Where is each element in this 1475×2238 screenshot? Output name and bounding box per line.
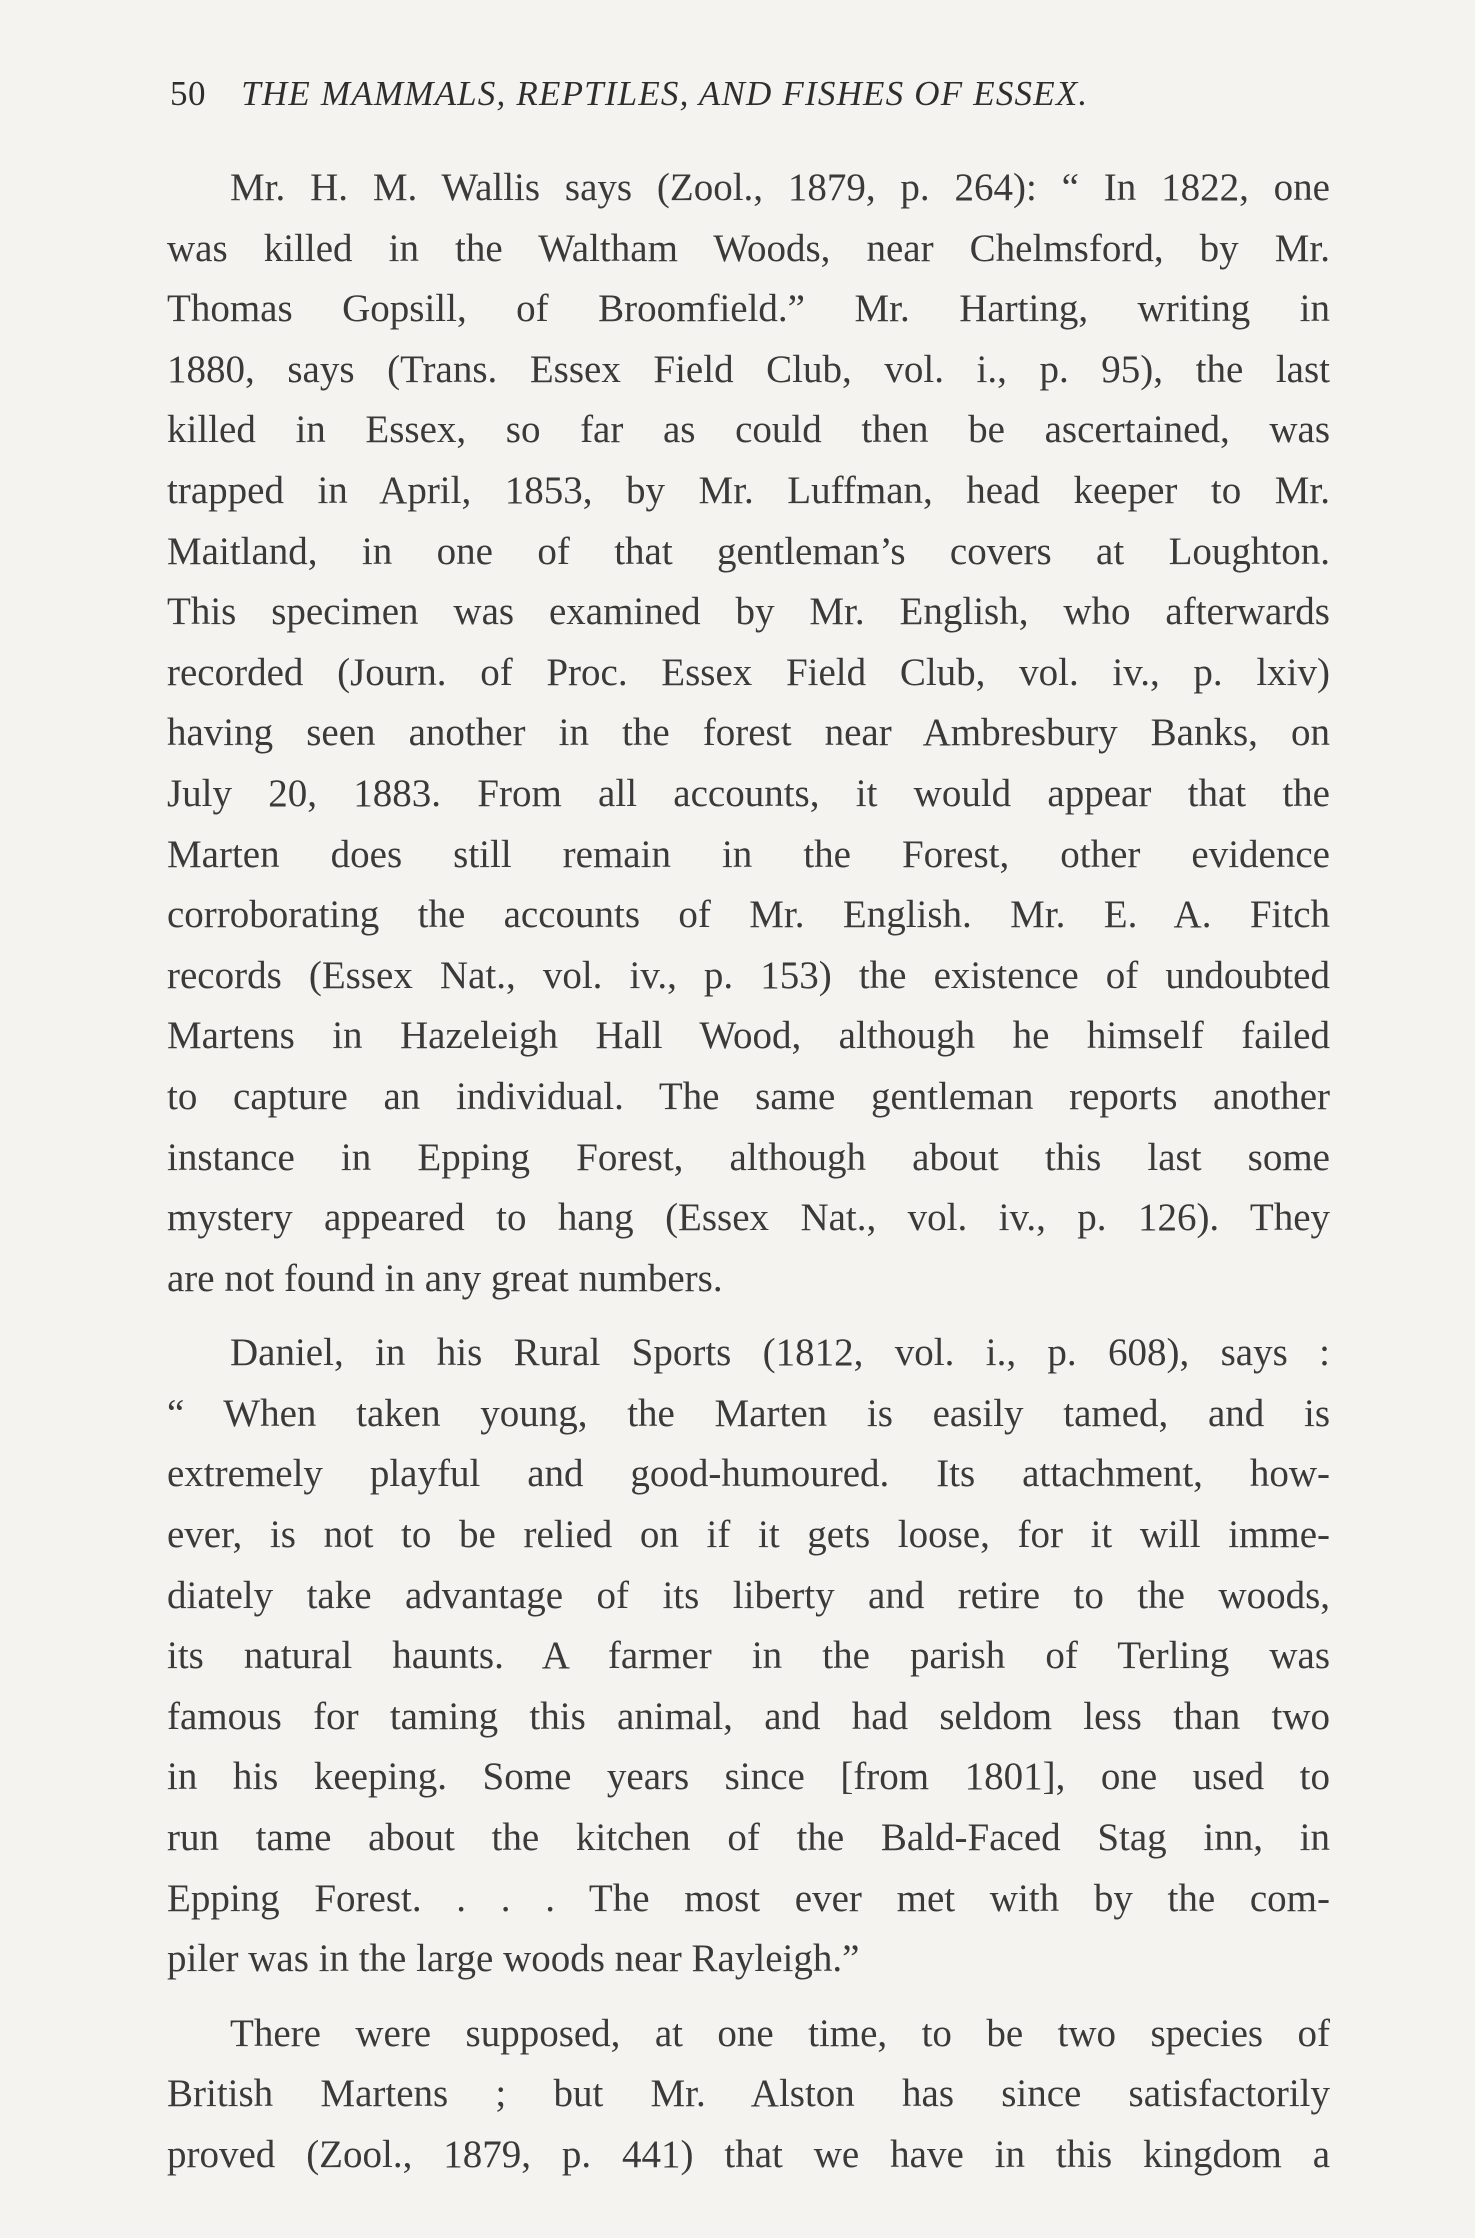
text-line: Thomas Gopsill, of Broomfield.” Mr. Harting, writing in xyxy=(167,287,1330,331)
text-line: to capture an individual. The same gentleman reports another xyxy=(167,1074,1330,1118)
text-line: piler was in the large woods near Rayleigh.” xyxy=(167,1937,860,1981)
text-line: Epping Forest. . . . The most ever met with by the com- xyxy=(167,1876,1330,1920)
text-line: July 20, 1883. From all accounts, it would appear that the xyxy=(167,771,1330,815)
text-line: “ When taken young, the Marten is easily tamed, and is xyxy=(167,1391,1330,1435)
paragraph-marten-records xyxy=(167,158,1330,1309)
text-line: corroborating the accounts of Mr. English. Mr. E. A. Fitch xyxy=(167,893,1330,937)
text-line: 1880, says (Trans. Essex Field Club, vol. i., p. 95), the last xyxy=(167,347,1330,391)
text-line: diately take advantage of its liberty and retire to the woods, xyxy=(167,1573,1330,1617)
paragraph-two-species xyxy=(167,2004,1330,2186)
text-line: There were supposed, at one time, to be two species of xyxy=(230,2011,1330,2055)
text-line: extremely playful and good-humoured. Its attachment, how- xyxy=(167,1452,1330,1496)
text-line: having seen another in the forest near Ambresbury Banks, on xyxy=(167,711,1330,755)
text-line: its natural haunts. A farmer in the parish of Terling was xyxy=(167,1634,1330,1678)
text-line: killed in Essex, so far as could then be ascertained, was xyxy=(167,408,1330,452)
text-line: Martens in Hazeleigh Hall Wood, although he himself failed xyxy=(167,1014,1330,1058)
page-number: 50 xyxy=(170,74,206,113)
text-line: Mr. H. M. Wallis says (Zool., 1879, p. 264): “ In 1822, one xyxy=(230,166,1330,209)
text-line: are not found in any great numbers. xyxy=(167,1256,723,1300)
text-line: ever, is not to be relied on if it gets loose, for it will imme- xyxy=(167,1513,1330,1557)
text-line: in his keeping. Some years since [from 1801], one used to xyxy=(167,1755,1330,1799)
body-text xyxy=(167,158,1330,2186)
running-head xyxy=(170,74,1330,124)
text-line: was killed in the Waltham Woods, near Chelmsford, by Mr. xyxy=(167,226,1330,270)
text-line: proved (Zool., 1879, p. 441) that we have in this kingdom a xyxy=(167,2133,1330,2176)
text-line: British Martens ; but Mr. Alston has since satisfactorily xyxy=(167,2072,1330,2116)
running-title: THE MAMMALS, REPTILES, AND FISHES OF ESSEX. xyxy=(241,74,1089,113)
text-line: Daniel, in his Rural Sports (1812, vol. i., p. 608), says : xyxy=(230,1331,1330,1375)
text-line: This specimen was examined by Mr. English, who afterwards xyxy=(167,590,1330,634)
text-line: records (Essex Nat., vol. iv., p. 153) the existence of undoubted xyxy=(167,953,1330,997)
text-line: mystery appeared to hang (Essex Nat., vol. iv., p. 126). They xyxy=(167,1196,1330,1240)
text-line: instance in Epping Forest, although about this last some xyxy=(167,1135,1330,1179)
text-line: trapped in April, 1853, by Mr. Luffman, head keeper to Mr. xyxy=(167,468,1330,512)
text-line: Marten does still remain in the Forest, other evidence xyxy=(167,832,1330,876)
text-line: Maitland, in one of that gentleman’s covers at Loughton. xyxy=(167,529,1330,573)
paragraph-daniel-quote xyxy=(167,1323,1330,1990)
text-line: run tame about the kitchen of the Bald-Faced Stag inn, in xyxy=(167,1816,1330,1860)
text-line: famous for taming this animal, and had seldom less than two xyxy=(167,1694,1330,1738)
text-line: recorded (Journ. of Proc. Essex Field Club, vol. iv., p. lxiv) xyxy=(167,650,1330,694)
